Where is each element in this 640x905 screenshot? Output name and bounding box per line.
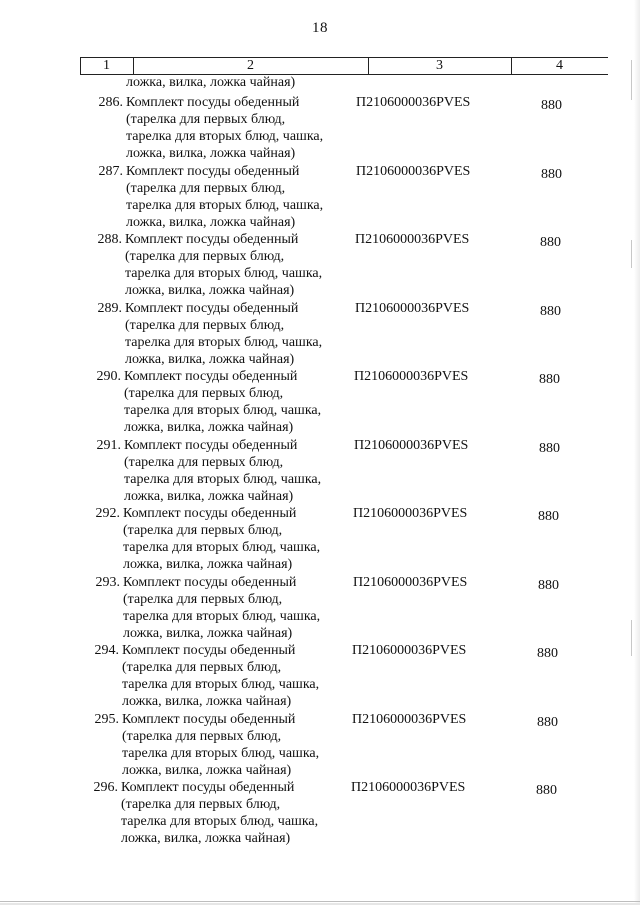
header-col-1: 1 — [103, 58, 110, 73]
item-description-line: (тарелка для первых блюд, — [124, 455, 284, 470]
item-description — [125, 300, 360, 368]
item-description-line: Комплект посуды обеденный — [125, 301, 299, 316]
item-code: П2106000036PVES — [356, 164, 471, 179]
item-description-line: Комплект посуды обеденный — [126, 164, 300, 179]
scan-mark — [631, 60, 632, 100]
item-description — [123, 574, 358, 642]
item-quantity: 880 — [539, 441, 560, 456]
item-description-line: ложка, вилка, ложка чайная) — [123, 557, 293, 572]
item-quantity: 880 — [538, 578, 559, 593]
item-description-line: тарелка для вторых блюд, чашка, — [122, 746, 320, 761]
item-quantity: 880 — [536, 783, 557, 798]
item-code: П2106000036PVES — [353, 575, 468, 590]
page-number: 18 — [312, 20, 328, 36]
item-number: 288. — [97, 232, 122, 247]
table-header — [80, 57, 608, 75]
item-description-line: ложка, вилка, ложка чайная) — [124, 489, 294, 504]
item-quantity: 880 — [540, 304, 561, 319]
item-description — [123, 505, 358, 573]
table-row — [80, 163, 608, 233]
scan-mark — [631, 620, 632, 656]
item-description-line: Комплект посуды обеденный — [124, 369, 298, 384]
item-description-line: (тарелка для первых блюд, — [123, 523, 283, 538]
item-description-line: тарелка для вторых блюд, чашка, — [125, 335, 323, 350]
item-description-line: Комплект посуды обеденный — [123, 575, 297, 590]
item-description-line: Комплект посуды обеденный — [121, 780, 295, 795]
item-description-line: тарелка для вторых блюд, чашка, — [126, 129, 324, 144]
item-description-line: ложка, вилка, ложка чайная) — [124, 420, 294, 435]
continuation-line: ложка, вилка, ложка чайная) — [126, 75, 296, 90]
item-code: П2106000036PVES — [351, 780, 466, 795]
item-description-line: ложка, вилка, ложка чайная) — [125, 283, 295, 298]
item-description — [126, 163, 361, 231]
item-description-line: (тарелка для первых блюд, — [125, 318, 285, 333]
item-number: 291. — [96, 438, 121, 453]
table-row — [77, 574, 605, 644]
item-quantity: 880 — [539, 372, 560, 387]
item-quantity: 880 — [538, 509, 559, 524]
item-description-line: Комплект посуды обеденный — [123, 506, 297, 521]
item-quantity: 880 — [540, 235, 561, 250]
item-description — [122, 642, 357, 710]
item-description-line: ложка, вилка, ложка чайная) — [122, 763, 292, 778]
header-col-3: 3 — [436, 58, 443, 73]
item-description-line: тарелка для вторых блюд, чашка, — [123, 540, 321, 555]
item-quantity: 880 — [541, 167, 562, 182]
item-description-line: тарелка для вторых блюд, чашка, — [126, 198, 324, 213]
item-description-line: Комплект посуды обеденный — [122, 643, 296, 658]
item-code: П2106000036PVES — [353, 506, 468, 521]
item-description-line: тарелка для вторых блюд, чашка, — [122, 677, 320, 692]
item-number: 287. — [98, 164, 123, 179]
scan-edge-bottom — [0, 901, 640, 902]
item-description-line: ложка, вилка, ложка чайная) — [126, 215, 296, 230]
item-description-line: тарелка для вторых блюд, чашка, — [125, 266, 323, 281]
item-quantity: 880 — [537, 646, 558, 661]
item-number: 294. — [94, 643, 119, 658]
item-description-line: (тарелка для первых блюд, — [126, 112, 286, 127]
item-description-line: Комплект посуды обеденный — [122, 712, 296, 727]
table-row — [79, 231, 607, 301]
item-description-line: тарелка для вторых блюд, чашка, — [124, 403, 322, 418]
item-code: П2106000036PVES — [355, 232, 470, 247]
table-row — [75, 779, 603, 849]
table-row — [80, 94, 608, 164]
item-description-line: ложка, вилка, ложка чайная) — [123, 626, 293, 641]
table-row — [78, 368, 606, 438]
item-code: П2106000036PVES — [352, 643, 467, 658]
item-description-line: (тарелка для первых блюд, — [122, 660, 282, 675]
header-col-4: 4 — [556, 58, 563, 73]
item-description-line: (тарелка для первых блюд, — [122, 729, 282, 744]
item-code: П2106000036PVES — [355, 301, 470, 316]
table-row — [78, 437, 606, 507]
item-description-line: Комплект посуды обеденный — [124, 438, 298, 453]
item-code: П2106000036PVES — [354, 438, 469, 453]
table-row — [77, 505, 605, 575]
item-description — [124, 437, 359, 505]
item-description-line: тарелка для вторых блюд, чашка, — [124, 472, 322, 487]
item-description — [125, 231, 360, 299]
item-description-line: ложка, вилка, ложка чайная) — [126, 146, 296, 161]
item-number: 296. — [93, 780, 118, 795]
item-quantity: 880 — [537, 715, 558, 730]
item-description-line: (тарелка для первых блюд, — [126, 181, 286, 196]
item-description-line: (тарелка для первых блюд, — [125, 249, 285, 264]
header-col-2: 2 — [247, 58, 254, 73]
item-code: П2106000036PVES — [356, 95, 471, 110]
table-row — [79, 300, 607, 370]
item-description-line: (тарелка для первых блюд, — [123, 592, 283, 607]
item-description — [124, 368, 359, 436]
table-row — [76, 711, 604, 781]
scan-edge — [634, 0, 640, 905]
item-description-line: ложка, вилка, ложка чайная) — [121, 831, 291, 846]
item-code: П2106000036PVES — [352, 712, 467, 727]
item-description-line: тарелка для вторых блюд, чашка, — [123, 609, 321, 624]
item-number: 290. — [96, 369, 121, 384]
item-description — [126, 94, 361, 162]
item-description-line: Комплект посуды обеденный — [126, 95, 300, 110]
item-description — [122, 711, 357, 779]
item-description-line: тарелка для вторых блюд, чашка, — [121, 814, 319, 829]
table-row — [76, 642, 604, 712]
item-description-line: (тарелка для первых блюд, — [124, 386, 284, 401]
item-description — [121, 779, 356, 847]
item-description-line: ложка, вилка, ложка чайная) — [122, 694, 292, 709]
item-number: 286. — [98, 95, 123, 110]
item-number: 293. — [95, 575, 120, 590]
item-quantity: 880 — [541, 98, 562, 113]
item-description-line: Комплект посуды обеденный — [125, 232, 299, 247]
item-number: 292. — [95, 506, 120, 521]
scan-mark — [631, 240, 632, 268]
item-number: 295. — [94, 712, 119, 727]
item-number: 289. — [97, 301, 122, 316]
item-description-line: ложка, вилка, ложка чайная) — [125, 352, 295, 367]
item-code: П2106000036PVES — [354, 369, 469, 384]
item-description-line: (тарелка для первых блюд, — [121, 797, 281, 812]
